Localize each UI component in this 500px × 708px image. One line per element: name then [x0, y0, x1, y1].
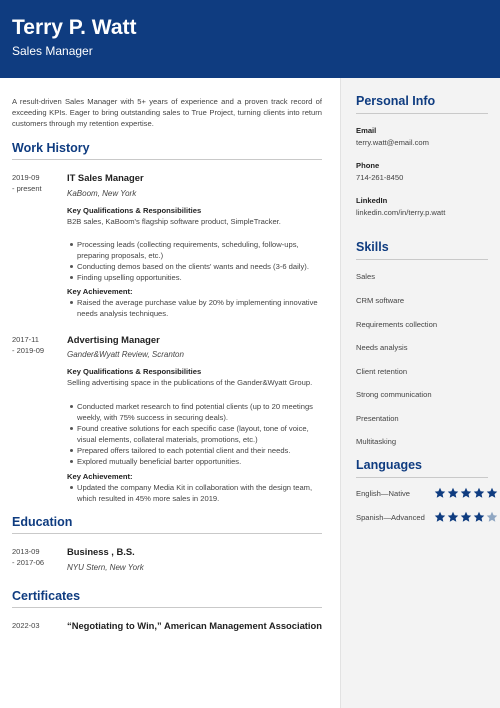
email-label: Email	[356, 126, 377, 135]
linkedin-value: linkedin.com/in/terry.p.watt	[356, 208, 446, 217]
candidate-role: Sales Manager	[12, 44, 93, 58]
star-icon	[473, 511, 485, 523]
list-item: Explored mutually beneficial barter opportunities.	[67, 456, 322, 467]
education-school: NYU Stern, New York	[67, 563, 144, 572]
language-rating	[434, 511, 498, 523]
star-icon	[447, 487, 459, 499]
list-item: Updated the company Media Kit in collaboration with the design team, which resulted in 45% more sales in 2019.	[67, 482, 322, 504]
star-icon	[460, 511, 472, 523]
job-date-end: - 2019-09	[12, 346, 45, 355]
education-degree: Business , B.S.	[67, 546, 135, 557]
list-item: Processing leads (collecting requirements, scheduling, follow-ups, preparing proposals, etc.)	[67, 239, 322, 261]
phone-value: 714-261-8450	[356, 173, 404, 182]
job-achievements	[67, 297, 322, 319]
star-icon	[460, 487, 472, 499]
list-item: Prepared offers tailored to each potential client and their needs.	[67, 445, 322, 456]
star-icon	[486, 487, 498, 499]
work-history-divider	[12, 159, 322, 160]
candidate-name: Terry P. Watt	[12, 16, 137, 39]
certificate-date: 2022-03	[12, 621, 40, 630]
star-icon	[434, 511, 446, 523]
list-item: Raised the average purchase value by 20% by implementing innovative needs analysis techniques.	[67, 297, 322, 319]
linkedin-label: LinkedIn	[356, 196, 388, 205]
job-description: Selling advertising space in the publications of the Gander&Wyatt Group.	[67, 378, 313, 387]
skill-item: Presentation	[356, 414, 399, 423]
certificate-name: “Negotiating to Win,” American Management Association	[67, 620, 322, 631]
certificates-title: Certificates	[12, 589, 81, 603]
education-divider	[12, 533, 322, 534]
summary-text: A result-driven Sales Manager with 5+ years of experience and a proven track record of exceeding KPIs. Eager to bring outstanding sales to True Project, turning clients into return customers through my retention expertise.	[12, 97, 322, 128]
language-rating	[434, 487, 498, 499]
resume-header	[0, 0, 500, 78]
job-company: Gander&Wyatt Review, Scranton	[67, 350, 184, 359]
skill-item: Strong communication	[356, 390, 432, 399]
language-item: English—Native	[356, 489, 411, 498]
job-date-end: - present	[12, 184, 42, 193]
list-item: Conducting demos based on the clients' wants and needs (3-6 daily).	[67, 261, 322, 272]
job-description: B2B sales, KaBoom's flagship software product, SimpleTracker.	[67, 217, 281, 226]
list-item: Conducted market research to find potential clients (up to 20 meetings weekly, with 75% success in securing deals).	[67, 401, 322, 423]
skill-item: Requirements collection	[356, 320, 438, 329]
list-item: Finding upselling opportunities.	[67, 272, 322, 283]
skill-item: Sales	[356, 272, 375, 281]
language-item: Spanish—Advanced	[356, 513, 425, 522]
skill-item: Needs analysis	[356, 343, 408, 352]
job-title: IT Sales Manager	[67, 172, 144, 183]
phone-label: Phone	[356, 161, 380, 170]
job-responsibilities	[67, 239, 322, 283]
achievement-heading: Key Achievement:	[67, 472, 133, 481]
education-date-start: 2013-09	[12, 547, 40, 556]
education-date-end: - 2017-06	[12, 558, 45, 567]
skills-title: Skills	[356, 240, 389, 254]
education-title: Education	[12, 515, 73, 529]
job-title: Advertising Manager	[67, 334, 160, 345]
skill-item: Client retention	[356, 367, 408, 376]
email-value: terry.watt@email.com	[356, 138, 429, 147]
star-icon	[473, 487, 485, 499]
languages-divider	[356, 477, 488, 478]
job-date-start: 2017-11	[12, 335, 39, 344]
qualifications-heading: Key Qualifications & Responsibilities	[67, 367, 202, 376]
languages-title: Languages	[356, 458, 422, 472]
job-responsibilities	[67, 401, 322, 467]
star-icon	[434, 487, 446, 499]
work-history-title: Work History	[12, 141, 90, 155]
job-achievements	[67, 482, 322, 504]
personal-info-title: Personal Info	[356, 94, 436, 108]
certificates-divider	[12, 607, 322, 608]
main-column	[12, 96, 322, 129]
qualifications-heading: Key Qualifications & Responsibilities	[67, 206, 202, 215]
skill-item: Multitasking	[356, 437, 397, 446]
personal-info-divider	[356, 113, 488, 114]
job-date-start: 2019-09	[12, 173, 40, 182]
achievement-heading: Key Achievement:	[67, 287, 133, 296]
job-company: KaBoom, New York	[67, 189, 137, 198]
star-icon	[447, 511, 459, 523]
list-item: Found creative solutions for each specific case (layout, tone of voice, visual elements, collateral materials, promotions, etc.)	[67, 423, 322, 445]
star-icon	[486, 511, 498, 523]
skill-item: CRM software	[356, 296, 405, 305]
skills-divider	[356, 259, 488, 260]
